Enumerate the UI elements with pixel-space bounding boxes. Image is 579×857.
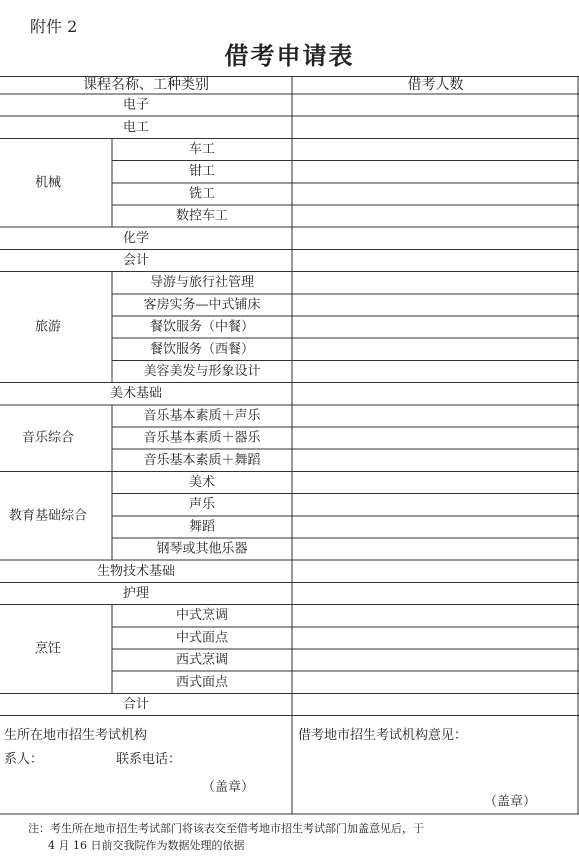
header-course: 课程名称、工种类别	[83, 77, 209, 93]
course-item: 西式烹调	[175, 652, 229, 668]
contact-label: 系人：	[4, 752, 44, 768]
course-item: 西式面点	[175, 674, 229, 690]
course-item: 钳工	[188, 164, 216, 180]
course-item: 会计	[122, 253, 150, 268]
course-item: 铣工	[188, 186, 216, 202]
course-item: 电工	[122, 119, 150, 135]
course-item: 客房实务—中式铺床	[143, 297, 261, 313]
footnote-line-1: 注：考生所在地市招生考试部门将该表交至借考地市招生考试部门加盖意见后，于	[28, 822, 424, 835]
course-item: 舞蹈	[188, 519, 216, 535]
group-label: 音乐综合	[21, 430, 75, 446]
course-item: 导游与旅行社管理	[149, 275, 255, 291]
course-item: 电子	[122, 97, 150, 113]
course-item: 音乐基本素质＋声乐	[143, 408, 261, 424]
course-item: 音乐基本素质＋舞蹈	[143, 452, 261, 468]
header-count: 借考人数	[407, 77, 464, 93]
footnote	[28, 820, 424, 854]
course-item: 数控车工	[175, 208, 229, 224]
course-item: 合计	[122, 697, 150, 712]
origin-office-title: 生所在地市招生考试机构	[4, 728, 148, 744]
application-table	[0, 76, 579, 816]
course-item: 护理	[122, 586, 150, 601]
page-title: 借考申请表	[224, 41, 355, 70]
attachment-label: 附件 2	[30, 17, 78, 36]
course-item: 餐饮服务（中餐）	[149, 319, 255, 335]
course-item: 音乐基本素质＋器乐	[143, 430, 261, 446]
course-item: 美术	[188, 475, 216, 490]
host-stamp: （盖章）	[483, 794, 537, 810]
course-item: 餐饮服务（西餐）	[149, 341, 255, 357]
course-item: 美容美发与形象设计	[143, 364, 261, 379]
course-item: 声乐	[188, 497, 216, 513]
host-office-opinion: 借考地市招生考试机构意见：	[298, 728, 468, 744]
course-item: 生物技术基础	[96, 563, 176, 579]
phone-label: 联系电话：	[116, 752, 182, 768]
group-label: 旅游	[34, 319, 62, 335]
group-label: 机械	[34, 175, 62, 191]
group-label: 教育基础综合	[8, 508, 88, 524]
course-item: 钢琴或其他乐器	[156, 541, 248, 557]
course-item: 车工	[188, 142, 216, 157]
origin-stamp: （盖章）	[201, 780, 255, 796]
course-item: 美术基础	[109, 386, 163, 402]
course-item: 中式面点	[175, 630, 229, 646]
group-label: 烹饪	[34, 641, 62, 657]
footnote-line-2: 4 月 16 日前交我院作为数据处理的依据	[48, 839, 245, 852]
course-item: 化学	[122, 230, 150, 246]
course-item: 中式烹调	[175, 608, 229, 624]
